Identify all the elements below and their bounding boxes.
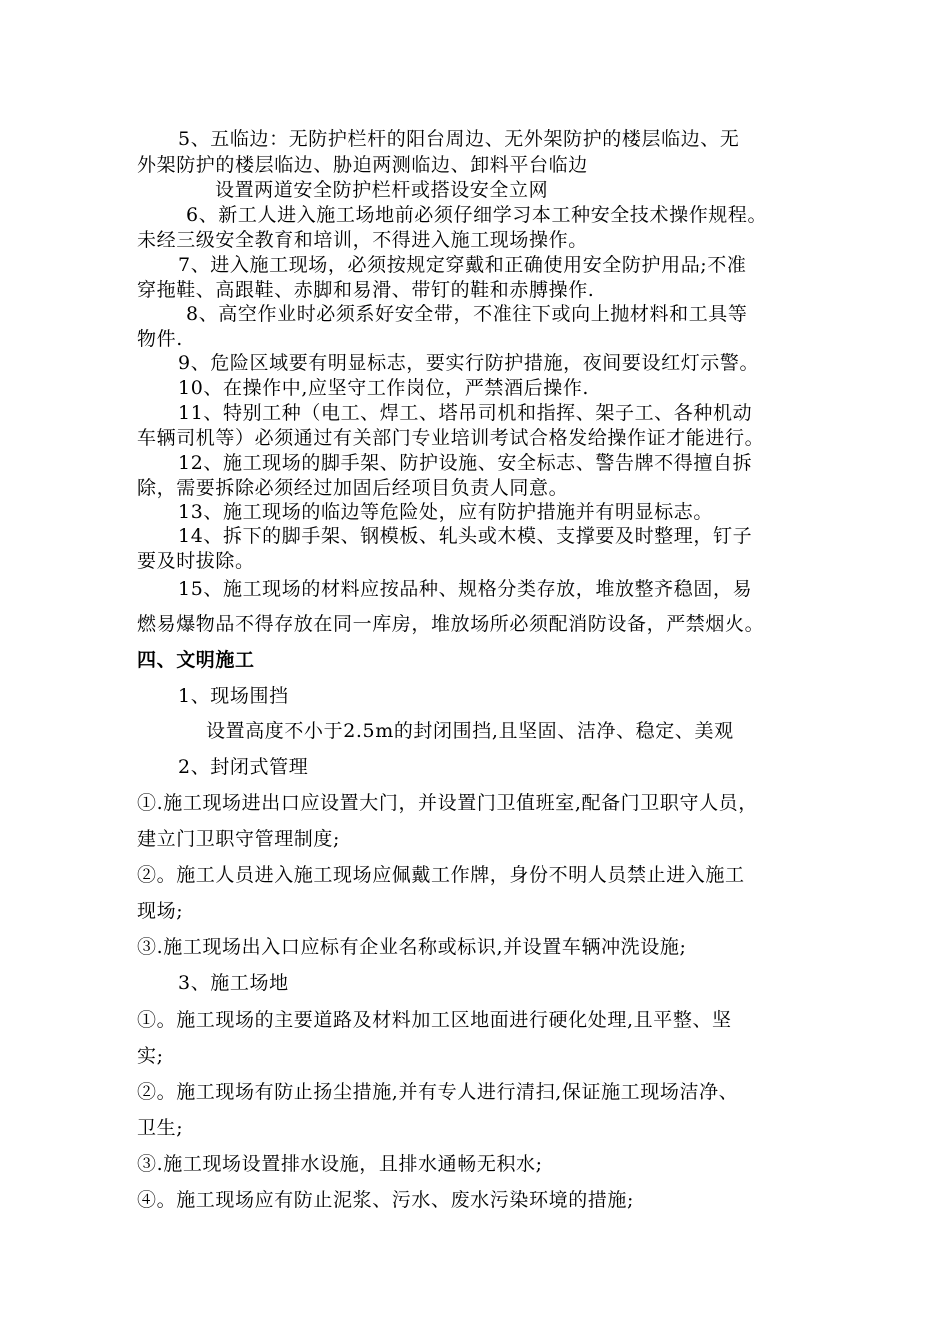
sub-2-p2-line-1: ②。施工人员进入施工现场应佩戴工作牌，身份不明人员禁止进入施工 xyxy=(137,864,745,886)
item-15-line-2: 燃易爆物品不得存放在同一库房，堆放场所必须配消防设备，严禁烟火。 xyxy=(137,613,765,635)
sub-2-p3-line-1: ③.施工现场出入口应标有企业名称或标识,并设置车辆冲洗设施; xyxy=(137,936,687,958)
sub-2-p1-line-2: 建立门卫职守管理制度; xyxy=(137,828,341,850)
sub-3-p2-line-2: 卫生; xyxy=(137,1117,184,1139)
item-8-line-2: 物件. xyxy=(137,328,183,350)
item-10-line-1: 10、在操作中,应坚守工作岗位，严禁酒后操作. xyxy=(178,377,590,399)
item-5-line-2: 外架防护的楼层临边、胁迫两测临边、卸料平台临边 xyxy=(137,154,588,176)
sub-1-title: 1、现场围挡 xyxy=(178,685,289,707)
sub-3-p1-line-1: ①。施工现场的主要道路及材料加工区地面进行硬化处理,且平整、坚 xyxy=(137,1009,732,1031)
item-5-line-3: 设置两道安全防护栏杆或搭设安全立网 xyxy=(215,179,549,201)
item-15-line-1: 15、施工现场的材料应按品种、规格分类存放，堆放整齐稳固，易 xyxy=(178,578,753,600)
item-6-line-1: 6、新工人进入施工场地前必须仔细学习本工种安全技术操作规程。 xyxy=(186,204,768,226)
item-7-line-1: 7、进入施工现场，必须按规定穿戴和正确使用安全防护用品;不准 xyxy=(178,254,747,276)
sub-3-p2-line-1: ②。施工现场有防止扬尘措施,并有专人进行清扫,保证施工现场洁净、 xyxy=(137,1081,739,1103)
item-12-line-1: 12、施工现场的脚手架、防护设施、安全标志、警告牌不得擅自拆 xyxy=(178,452,753,474)
sub-2-p1-line-1: ①.施工现场进出口应设置大门，并设置门卫值班室,配备门卫职守人员， xyxy=(137,792,758,814)
item-14-line-1: 14、拆下的脚手架、钢模板、轧头或木模、支撑要及时整理，钉子 xyxy=(178,525,753,547)
item-12-line-2: 除，需要拆除必须经过加固后经项目负责人同意。 xyxy=(137,477,569,499)
section-heading-civilized: 四、文明施工 xyxy=(137,649,255,671)
item-14-line-2: 要及时拔除。 xyxy=(137,550,255,572)
item-13-line-1: 13、施工现场的临边等危险处，应有防护措施并有明显标志。 xyxy=(178,501,713,523)
item-5-line-1: 5、五临边：无防护栏杆的阳台周边、无外架防护的楼层临边、无 xyxy=(178,128,740,150)
sub-3-p3-line-1: ③.施工现场设置排水设施，且排水通畅无积水; xyxy=(137,1153,543,1175)
item-11-line-2: 车辆司机等）必须通过有关部门专业培训考试合格发给操作证才能进行。 xyxy=(137,427,765,449)
sub-2-p2-line-2: 现场; xyxy=(137,900,184,922)
sub-2-title: 2、封闭式管理 xyxy=(178,756,309,778)
sub-3-p1-line-2: 实; xyxy=(137,1045,164,1067)
item-8-line-1: 8、高空作业时必须系好安全带，不准往下或向上抛材料和工具等 xyxy=(186,303,748,325)
item-6-line-2: 未经三级安全教育和培训，不得进入施工现场操作。 xyxy=(137,229,588,251)
item-9-line-1: 9、危险区域要有明显标志，要实行防护措施，夜间要设红灯示警。 xyxy=(178,352,760,374)
sub-3-title: 3、施工场地 xyxy=(178,972,289,994)
item-11-line-1: 11、特别工种（电工、焊工、塔吊司机和指挥、架子工、各种机动 xyxy=(178,402,753,424)
sub-3-p4-line-1: ④。施工现场应有防止泥浆、污水、废水污染环境的措施; xyxy=(137,1189,635,1211)
sub-1-text: 设置高度不小于2.5m的封闭围挡,且坚固、洁净、稳定、美观 xyxy=(206,720,734,742)
item-7-line-2: 穿拖鞋、高跟鞋、赤脚和易滑、带钉的鞋和赤膊操作. xyxy=(137,279,595,301)
